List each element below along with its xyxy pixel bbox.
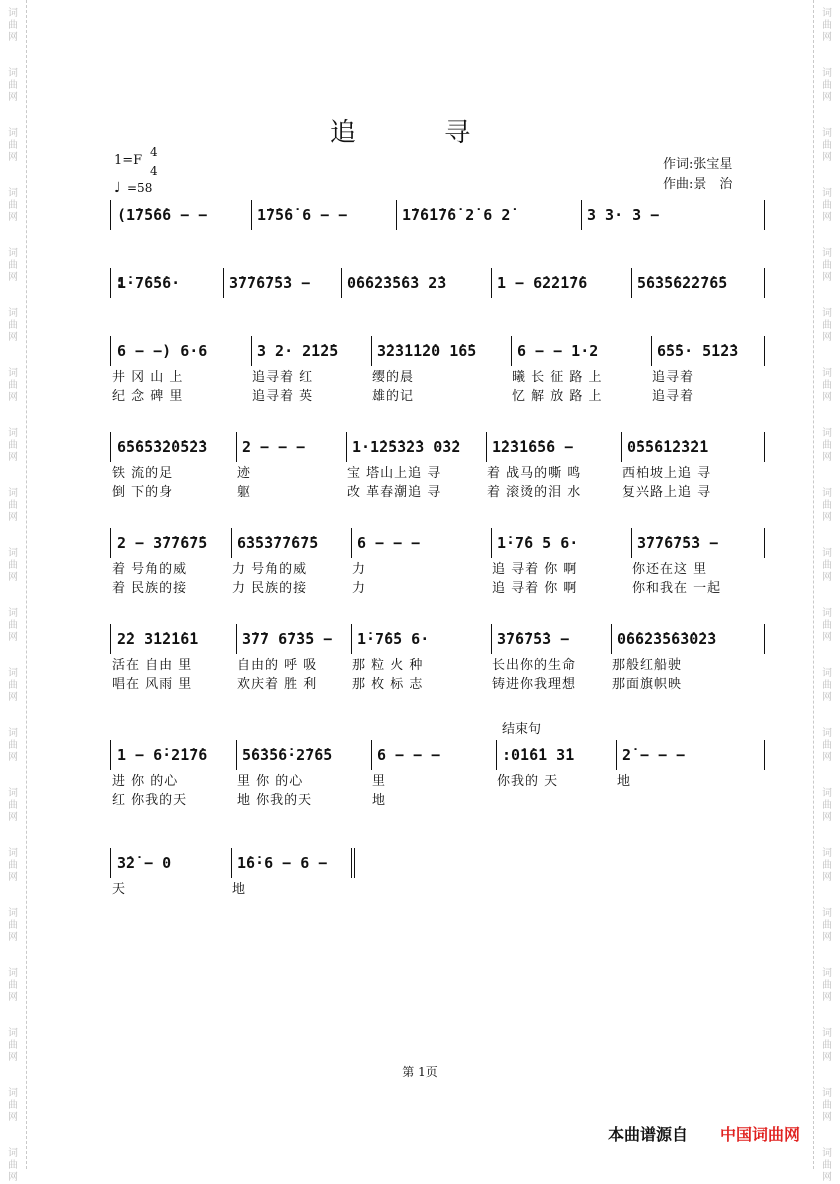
watermark-char: 曲: [8, 440, 18, 451]
lyric-segment: 欢庆着 胜 利: [237, 677, 318, 692]
lyric-segment: 追寻着 红: [252, 370, 314, 385]
lyric-segment: 力: [352, 562, 367, 577]
watermark-char: 网: [822, 872, 832, 883]
key-signature: 1=F: [114, 153, 143, 168]
lyric-segment: 活在 自由 里: [112, 658, 193, 673]
measure: 3 2· 2̇1̇2̇5: [257, 342, 339, 360]
measure: 6 − − 1·2: [517, 342, 599, 360]
watermark-char: 网: [8, 212, 18, 223]
watermark-char: 网: [8, 812, 18, 823]
watermark-char: 曲: [8, 920, 18, 931]
measure: :0̇1̇6̇1 3̇1: [502, 746, 575, 764]
watermark-char: 曲: [8, 1100, 18, 1111]
watermark-char: 网: [822, 212, 832, 223]
watermark-char: 网: [822, 152, 832, 163]
watermark-char: 网: [822, 392, 832, 403]
lyrics-verse-2: [110, 481, 765, 500]
watermark-char: 词: [822, 248, 832, 259]
lyric-segment: 躯: [237, 485, 252, 500]
lyric-segment: 迹: [237, 466, 252, 481]
measure: 1̇6̇·6 − 6 −: [237, 854, 328, 872]
lyric-segment: 地: [372, 793, 387, 808]
watermark-char: 词: [8, 1088, 18, 1099]
lyric-segment: 那面旗帜映: [612, 677, 683, 692]
watermark-char: 网: [8, 932, 18, 943]
watermark-char: 网: [822, 1112, 832, 1123]
watermark-char: 网: [822, 692, 832, 703]
measure: 1 − 6̇·2̇1̇7̇6: [117, 746, 208, 764]
watermark-char: 网: [8, 392, 18, 403]
lyric-segment: 力 号角的威: [232, 562, 308, 577]
watermark-char: 网: [822, 332, 832, 343]
lyricist-credit: 作词:张宝星: [663, 157, 733, 172]
watermark-char: 曲: [8, 500, 18, 511]
watermark-char: 曲: [8, 620, 18, 631]
bar-line: [371, 740, 372, 770]
watermark-char: 词: [8, 848, 18, 859]
quarter-note-icon: ♩: [114, 180, 121, 196]
watermark-char: 网: [8, 1172, 18, 1183]
watermark-char: 曲: [822, 920, 832, 931]
bar-line: [631, 528, 632, 558]
watermark-char: 网: [8, 992, 18, 1003]
score-system: [110, 200, 765, 230]
bar-line: [231, 528, 232, 558]
measure: 6 − −) 6·6: [117, 342, 208, 360]
watermark-char: 曲: [822, 1040, 832, 1051]
measure: 6̇3̇5̇3̇7̇7̇6̇7̇5: [237, 534, 319, 552]
lyric-segment: 红 你我的天: [112, 793, 188, 808]
watermark-char: 词: [8, 608, 18, 619]
watermark-char: 曲: [822, 380, 832, 391]
measure: 6̇5̇6̇5̇3̇2̇0̇5̇2̇3: [117, 438, 208, 456]
bar-line: [341, 268, 342, 298]
watermark-char: 词: [8, 308, 18, 319]
watermark-char: 词: [822, 848, 832, 859]
watermark-char: 曲: [822, 620, 832, 631]
watermark-char: 曲: [8, 980, 18, 991]
notation-line: [110, 432, 765, 462]
watermark-char: 网: [8, 692, 18, 703]
watermark-char: 词: [822, 488, 832, 499]
measure: 3̇7̇7̇6̇7̇5̇3 −: [637, 534, 719, 552]
lyric-segment: 铁 流的足: [112, 466, 174, 481]
watermark-char: 网: [8, 572, 18, 583]
watermark-char: 网: [822, 272, 832, 283]
watermark-char: 网: [8, 332, 18, 343]
lyric-segment: 进 你 的心: [112, 774, 179, 789]
watermark-char: 词: [822, 428, 832, 439]
watermark-char: 词: [8, 728, 18, 739]
bar-line: [236, 432, 237, 462]
lyrics-verse-1: [110, 558, 765, 577]
watermark-char: 词: [822, 68, 832, 79]
lyric-segment: 西柏坡上追 寻: [622, 466, 712, 481]
lyric-segment: 天: [112, 882, 127, 897]
lyric-segment: 追 寻着 你 啊: [492, 562, 578, 577]
watermark-char: 词: [822, 608, 832, 619]
lyric-segment: 力: [352, 581, 367, 596]
watermark-char: 曲: [822, 800, 832, 811]
measure: 3̇7̇7̇6̇7̇5̇3 −: [229, 274, 311, 292]
bar-line: [251, 336, 252, 366]
watermark-char: 网: [8, 152, 18, 163]
watermark-char: 网: [822, 752, 832, 763]
watermark-char: 词: [8, 968, 18, 979]
notation-line: [110, 528, 765, 558]
bar-line: [251, 200, 252, 230]
measure: 1·1̇2̇5̇3̇2̇3 0̇3̇2: [352, 438, 461, 456]
lyrics-verse-1: [110, 462, 765, 481]
watermark-char: 网: [822, 452, 832, 463]
watermark-char: 词: [822, 728, 832, 739]
bar-line: [491, 268, 492, 298]
watermark-char: 网: [8, 632, 18, 643]
lyric-segment: 那 枚 标 志: [352, 677, 424, 692]
lyric-segment: 追 寻着 你 啊: [492, 581, 578, 596]
measure: 1̇7̇6̇1̇7̇6̇ 2̇ 6 2̇: [402, 206, 511, 224]
watermark-char: 曲: [822, 1160, 832, 1171]
measure: 1̇2̇3̇1̇6̇5̇6 −: [492, 438, 574, 456]
watermark-char: 曲: [8, 380, 18, 391]
watermark-char: 网: [822, 1052, 832, 1063]
measure: 1 − 6̇2̇2̇1̇7̇6: [497, 274, 588, 292]
watermark-char: 网: [8, 32, 18, 43]
score-system: [110, 740, 765, 808]
watermark-char: 网: [8, 272, 18, 283]
measure: : 1̇·7̇6̇5̇6·: [117, 274, 181, 292]
watermark-char: 网: [8, 452, 18, 463]
watermark-char: 网: [822, 512, 832, 523]
watermark-char: 曲: [822, 260, 832, 271]
lyric-segment: 复兴路上追 寻: [622, 485, 712, 500]
measure: 6 − − −: [377, 746, 441, 764]
watermark-char: 网: [822, 572, 832, 583]
measure: 3 3· 3 −: [587, 206, 660, 224]
measure: 2 − 3̇7̇7̇6̇7̇5: [117, 534, 208, 552]
lyric-segment: 长出你的生命: [492, 658, 577, 673]
watermark-char: 曲: [822, 440, 832, 451]
watermark-char: 网: [822, 32, 832, 43]
watermark-char: 词: [8, 188, 18, 199]
bar-line: [351, 624, 352, 654]
watermark-char: 词: [8, 488, 18, 499]
lyric-segment: 你还在这 里: [632, 562, 708, 577]
lyric-segment: 你和我在 一起: [632, 581, 722, 596]
watermark-char: 曲: [822, 860, 832, 871]
watermark-char: 词: [8, 428, 18, 439]
bar-line: [496, 740, 497, 770]
watermark-char: 词: [822, 188, 832, 199]
score-system: [110, 624, 765, 692]
bar-line: [631, 268, 632, 298]
watermark-char: 词: [8, 248, 18, 259]
bar-line: [396, 200, 397, 230]
measure: 2 − − −: [242, 438, 306, 456]
lyric-segment: 追寻着: [652, 370, 695, 385]
watermark-char: 网: [822, 812, 832, 823]
watermark-char: 网: [8, 1112, 18, 1123]
watermark-char: 词: [822, 1088, 832, 1099]
lyric-segment: 里: [372, 774, 387, 789]
watermark-char: 曲: [8, 1160, 18, 1171]
lyric-segment: 着 战马的嘶 鸣: [487, 466, 582, 481]
composer-credit: 作曲:景 治: [663, 177, 733, 192]
watermark-char: 曲: [822, 320, 832, 331]
lyric-segment: 你我的 天: [497, 774, 559, 789]
measure: 1̇·7̇6̇5 6·: [357, 630, 430, 648]
watermark-char: 词: [8, 788, 18, 799]
watermark-char: 词: [8, 1148, 18, 1159]
bar-line: [486, 432, 487, 462]
watermark-char: 网: [822, 1172, 832, 1183]
notation-line: [110, 624, 765, 654]
lyric-segment: 着 号角的威: [112, 562, 188, 577]
lyric-segment: 地 你我的天: [237, 793, 313, 808]
lyric-segment: 改 革春潮追 寻: [347, 485, 442, 500]
notation-line: [110, 200, 765, 230]
lyric-segment: 宝 塔山上追 寻: [347, 466, 442, 481]
measure: 6 − − −: [357, 534, 421, 552]
watermark-char: 曲: [822, 680, 832, 691]
watermark-char: 词: [822, 308, 832, 319]
time-signature-bottom: 4: [150, 164, 158, 178]
lyric-segment: 倒 下的身: [112, 485, 174, 500]
watermark-char: 曲: [822, 80, 832, 91]
watermark-char: 词: [8, 1028, 18, 1039]
lyric-segment: 地: [617, 774, 632, 789]
site-name[interactable]: 中国词曲网: [720, 1125, 801, 1144]
watermark-char: 词: [822, 8, 832, 19]
measure: 3̇7̇6̇7̇5̇3 −: [497, 630, 570, 648]
measure: 5̇6̇3̇5̇6̇·2̇7̇6̇5: [242, 746, 333, 764]
measure: 0̇6̇6̇2̇3̇5̇6̇3 2̇3: [347, 274, 447, 292]
lyrics-verse-1: [110, 878, 355, 897]
watermark-char: 曲: [8, 80, 18, 91]
watermark-char: 词: [8, 548, 18, 559]
watermark-char: 曲: [8, 260, 18, 271]
watermark-char: 曲: [822, 20, 832, 31]
watermark-char: 词: [822, 908, 832, 919]
score-system: [110, 268, 765, 298]
watermark-char: 网: [8, 752, 18, 763]
watermark-char: 网: [8, 1052, 18, 1063]
measure: 1̇7̇5̇6̇ 6 − −: [257, 206, 348, 224]
bar-line: [236, 624, 237, 654]
watermark-char: 词: [822, 788, 832, 799]
watermark-char: 曲: [8, 740, 18, 751]
score-system: [110, 432, 765, 500]
notation-line: [110, 848, 355, 878]
watermark-char: 网: [822, 932, 832, 943]
measure: 0̇6̇6̇2̇3̇5̇6̇3̇0̇2̇3: [617, 630, 717, 648]
score-system: [110, 848, 355, 897]
lyric-segment: 唱在 风雨 里: [112, 677, 193, 692]
measure: 3̇7̇7 6̇7̇3̇5 −: [242, 630, 333, 648]
watermark-char: 词: [822, 668, 832, 679]
watermark-char: 网: [822, 92, 832, 103]
watermark-char: 词: [8, 128, 18, 139]
watermark-char: 曲: [822, 200, 832, 211]
lyric-segment: 力 民族的接: [232, 581, 308, 596]
watermark-char: 网: [8, 512, 18, 523]
lyrics-verse-2: [110, 577, 765, 596]
lyrics-verse-2: [110, 789, 765, 808]
watermark-char: 曲: [822, 500, 832, 511]
lyrics-verse-1: [110, 654, 765, 673]
watermark-char: 曲: [822, 980, 832, 991]
measure: 5̇6̇3̇5̇6̇2̇2̇7̇6̇5: [637, 274, 728, 292]
watermark-char: 词: [822, 1028, 832, 1039]
watermark-char: 曲: [822, 140, 832, 151]
time-signature-top: 4: [150, 145, 158, 159]
bar-line: [371, 336, 372, 366]
bar-line: [611, 624, 612, 654]
watermark-char: 网: [822, 632, 832, 643]
tempo-marking: =58: [127, 181, 153, 195]
lyric-segment: 追寻着: [652, 389, 695, 404]
lyric-segment: 着 滚烫的泪 水: [487, 485, 582, 500]
notation-line: [110, 336, 765, 366]
score-system: [110, 336, 765, 404]
watermark-char: 曲: [8, 860, 18, 871]
measure: 0̇5̇5̇6̇1̇2̇3̇2̇1: [627, 438, 709, 456]
lyric-segment: 追寻着 英: [252, 389, 314, 404]
bar-line: [236, 740, 237, 770]
watermark-char: 曲: [822, 740, 832, 751]
ending-phrase-label: 结束句: [502, 722, 542, 737]
watermark-char: 曲: [822, 1100, 832, 1111]
lyric-segment: 地: [232, 882, 247, 897]
watermark-char: 词: [8, 908, 18, 919]
watermark-char: 词: [822, 548, 832, 559]
bar-line: [616, 740, 617, 770]
source-label: 本曲谱源自: [608, 1125, 689, 1144]
watermark-char: 词: [8, 8, 18, 19]
watermark-char: 曲: [8, 140, 18, 151]
lyrics-verse-1: [110, 770, 765, 789]
measure: 2̇2 3̇1̇2̇1̇6̇1: [117, 630, 199, 648]
lyric-segment: 里 你 的心: [237, 774, 304, 789]
watermark-char: 词: [8, 368, 18, 379]
notation-line: [110, 740, 765, 770]
watermark-char: 词: [8, 668, 18, 679]
bar-line: [651, 336, 652, 366]
lyrics-verse-1: [110, 366, 765, 385]
lyric-segment: 自由的 呼 吸: [237, 658, 318, 673]
watermark-char: 网: [8, 92, 18, 103]
page-number: 第 1页: [402, 1065, 438, 1079]
lyric-segment: 忆 解 放 路 上: [512, 389, 603, 404]
bar-line: [346, 432, 347, 462]
bar-line: [491, 624, 492, 654]
watermark-char: 曲: [8, 560, 18, 571]
measure: 6̇5̇5· 5̇1̇2̇3: [657, 342, 739, 360]
watermark-char: 曲: [8, 800, 18, 811]
measure: 2̇ − − −: [622, 746, 686, 764]
measure: 1̇·7̇6 5 6·: [497, 534, 579, 552]
lyric-segment: 纪 念 碑 里: [112, 389, 184, 404]
watermark-char: 曲: [8, 1040, 18, 1051]
measure: (1̇7̇5̇6̇6 − −: [117, 206, 208, 224]
watermark-char: 词: [8, 68, 18, 79]
watermark-char: 曲: [822, 560, 832, 571]
lyric-segment: 那 粒 火 种: [352, 658, 424, 673]
watermark-char: 曲: [8, 20, 18, 31]
lyric-segment: 那般红船驶: [612, 658, 683, 673]
bar-line: [223, 268, 224, 298]
lyrics-verse-2: [110, 673, 765, 692]
watermark-char: 曲: [8, 320, 18, 331]
watermark-char: 词: [822, 128, 832, 139]
measure: 3̇2̇3̇1̇1̇2̇0 1̇6̇5: [377, 342, 477, 360]
watermark-char: 网: [822, 992, 832, 1003]
lyric-segment: 铸进你我理想: [492, 677, 577, 692]
lyric-segment: 曦 长 征 路 上: [512, 370, 603, 385]
bar-line: [511, 336, 512, 366]
watermark-char: 网: [8, 872, 18, 883]
song-title: 追 寻: [329, 118, 511, 148]
lyric-segment: 缨的晨: [372, 370, 415, 385]
bar-line: [581, 200, 582, 230]
lyric-segment: 着 民族的接: [112, 581, 188, 596]
score-system: [110, 528, 765, 596]
bar-line: [491, 528, 492, 558]
watermark-char: 曲: [8, 680, 18, 691]
bar-line: [621, 432, 622, 462]
lyric-segment: 井 冈 山 上: [112, 370, 184, 385]
watermark-char: 词: [822, 1148, 832, 1159]
watermark-char: 词: [822, 968, 832, 979]
watermark-char: 词: [822, 368, 832, 379]
lyrics-verse-2: [110, 385, 765, 404]
lyric-segment: 雄的记: [372, 389, 415, 404]
watermark-char: 曲: [8, 200, 18, 211]
notation-line: [110, 268, 765, 298]
measure: 3̇2̇ − 0: [117, 854, 172, 872]
bar-line: [351, 528, 352, 558]
bar-line: [231, 848, 232, 878]
